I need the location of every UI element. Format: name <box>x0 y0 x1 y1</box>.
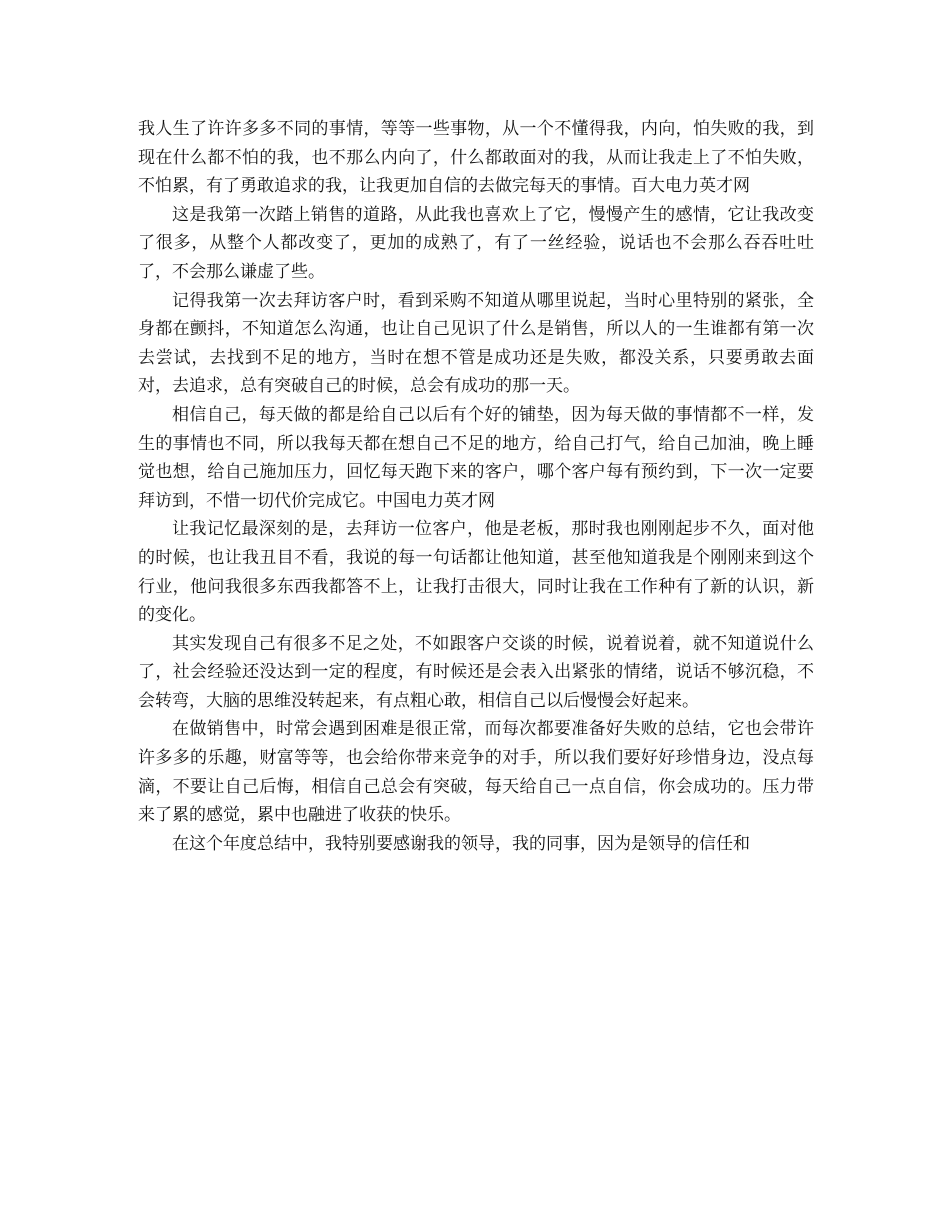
paragraph-3: 记得我第一次去拜访客户时，看到采购不知道从哪里说起，当时心里特别的紧张，全身都在颤抖，不知道怎么沟通，也让自己见识了什么是销售，所以人的一生谁都有第一次去尝试，去找到不足的地方，当时在想不管是成功还是失败，都没关系，只要勇敢去面对，去追求，总有突破自己的时候，总会有成功的那一天。 <box>138 290 814 397</box>
document-body <box>138 115 814 858</box>
paragraph-6: 其实发现自己有很多不足之处，不如跟客户交谈的时候，说着说着，就不知道说什么了，社会经验还没达到一定的程度，有时候还是会表入出紧张的情绪，说话不够沉稳，不会转弯，大脑的思维没转起来，有点粗心敢，相信自己以后慢慢会好起来。 <box>138 633 814 711</box>
paragraph-2: 这是我第一次踏上销售的道路，从此我也喜欢上了它，慢慢产生的感情，它让我改变了很多，从整个人都改变了，更加的成熟了，有了一丝经验，说话也不会那么吞吞吐吐了，不会那么谦虚了些。 <box>138 204 814 282</box>
paragraph-7: 在做销售中，时常会遇到困难是很正常，而每次都要准备好失败的总结，它也会带许许多多的乐趣，财富等等，也会给你带来竞争的对手，所以我们要好好珍惜身边，没点每滴，不要让自己后悔，相信自己总会有突破，每天给自己一点自信，你会成功的。压力带来了累的感觉，累中也融进了收获的快乐。 <box>138 719 814 826</box>
paragraph-5: 让我记忆最深刻的是，去拜访一位客户，他是老板，那时我也刚刚起步不久，面对他的时候，也让我丑目不看，我说的每一句话都让他知道，甚至他知道我是个刚刚来到这个行业，他问我很多东西我都答不上，让我打击很大，同时让我在工作种有了新的认识，新的变化。 <box>138 519 814 626</box>
paragraph-8: 在这个年度总结中，我特别要感谢我的领导，我的同事，因为是领导的信任和 <box>172 833 750 854</box>
paragraph-1: 我人生了许许多多不同的事情，等等一些事物，从一个不懂得我，内向，怕失败的我，到现在什么都不怕的我，也不那么内向了，什么都敢面对的我，从而让我走上了不怕失败，不怕累，有了勇敢追求的我，让我更加自信的去做完每天的事情。百大电力英才网 <box>138 119 814 197</box>
paragraph-4: 相信自己，每天做的都是给自己以后有个好的铺垫，因为每天做的事情都不一样，发生的事情也不同，所以我每天都在想自己不足的地方，给自己打气，给自己加油，晚上睡觉也想，给自己施加压力，回忆每天跑下来的客户，哪个客户每有预约到，下一次一定要拜访到，不惜一切代价完成它。中国电力英才网 <box>138 404 814 511</box>
